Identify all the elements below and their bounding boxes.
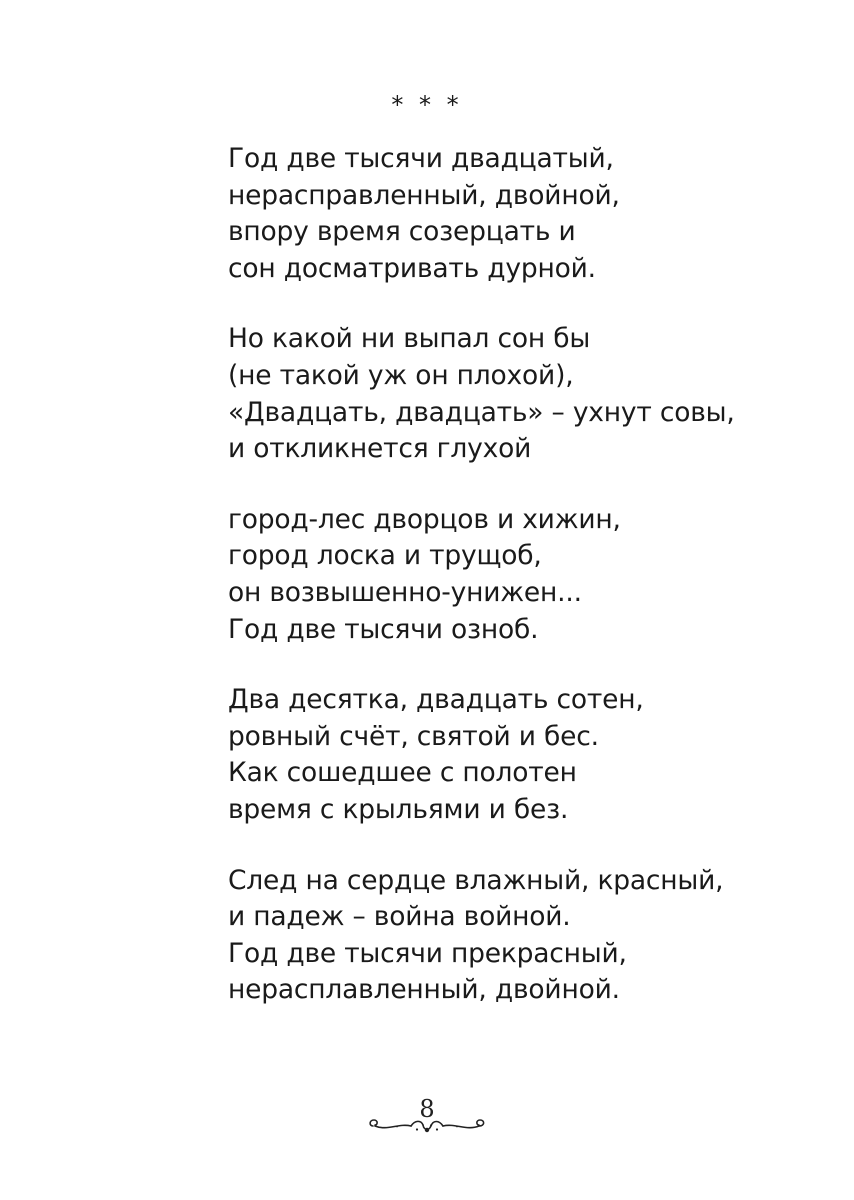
page-number: 8 (419, 1095, 435, 1123)
poem-line: Два десятка, двадцать сотен, (228, 684, 644, 716)
section-mark: * * * (391, 91, 463, 119)
stanza-3 (228, 502, 828, 648)
poem-line: город-лес дворцов и хижин, (228, 503, 621, 535)
poem-line: и откликнется глухой (228, 433, 532, 465)
poem-line: Год две тысячи прекрасный, (228, 937, 627, 969)
stanza-1 (228, 141, 828, 287)
stanza-5 (228, 863, 828, 1009)
poem (228, 141, 828, 1043)
stanza-4 (228, 682, 828, 828)
poem-line: он возвышенно-унижен... (228, 576, 582, 608)
poem-line: ровный счёт, святой и бес. (228, 720, 599, 752)
poem-line: время с крыльями и без. (228, 793, 569, 825)
poem-line: нерасплавленный, двойной. (228, 974, 620, 1006)
poem-line: (не такой уж он плохой), (228, 359, 574, 391)
poem-line: «Двадцать, двадцать» – ухнут совы, (228, 396, 735, 428)
poem-line: город лоска и трущоб, (228, 540, 542, 572)
poem-line: и падеж – война войной. (228, 901, 571, 933)
poem-line: нерасправленный, двойной, (228, 179, 620, 211)
poem-line: Но какой ни выпал сон бы (228, 323, 591, 355)
poem-line: впору время созерцать и (228, 216, 576, 248)
poem-line: Год две тысячи озноб. (228, 613, 539, 645)
page-footer (0, 1094, 854, 1154)
flourish-ornament-icon (367, 1110, 487, 1140)
poem-line: сон досматривать дурной. (228, 252, 596, 284)
poem-line: Как сошедшее с полотен (228, 757, 577, 789)
stanza-2 (228, 321, 828, 467)
poem-line: След на сердце влажный, красный, (228, 864, 724, 896)
poem-line: Год две тысячи двадцатый, (228, 143, 614, 174)
